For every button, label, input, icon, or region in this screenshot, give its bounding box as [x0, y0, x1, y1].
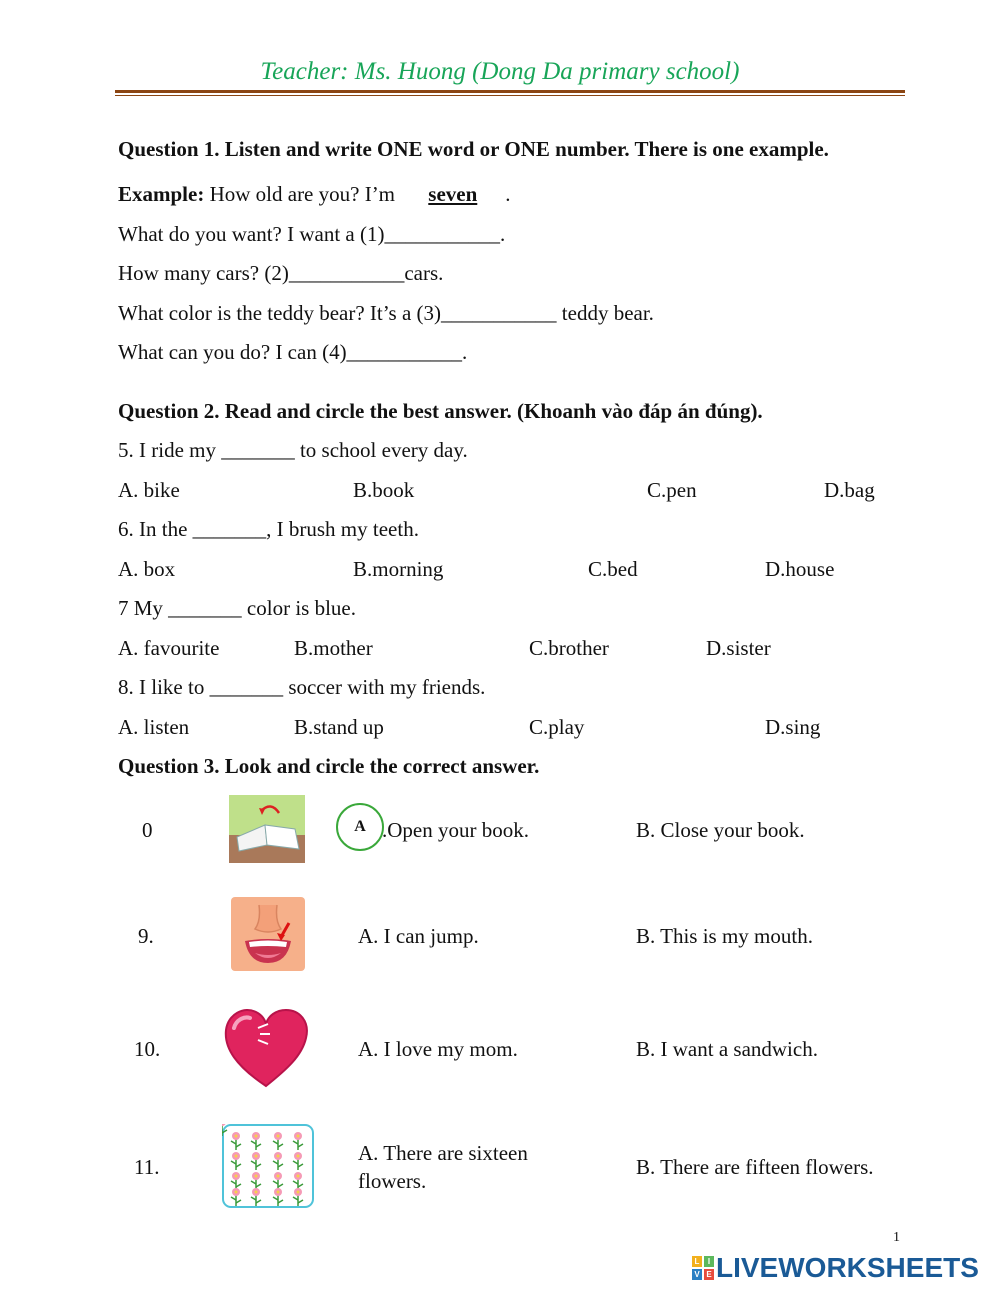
q3-row-11-option-b[interactable]: B. There are fifteen flowers.: [636, 1155, 874, 1179]
q3-row-0-option-a[interactable]: .Open your book.: [382, 818, 529, 842]
q2-6-option-c[interactable]: C.bed: [588, 557, 638, 581]
q3-row-11-option-a-line2[interactable]: flowers.: [358, 1169, 427, 1193]
q1-line-3[interactable]: What color is the teddy bear? It’s a (3)___________ teddy bear.: [118, 301, 654, 325]
logo-letter-l: L: [692, 1256, 702, 1267]
header-rule-thin: [115, 95, 905, 96]
q3-row-0-circled-answer[interactable]: A: [336, 803, 384, 851]
q2-5-option-d[interactable]: D.bag: [824, 478, 875, 502]
q2-8-option-c[interactable]: C.play: [529, 715, 585, 739]
logo-mark-icon: [692, 1256, 714, 1280]
q2-question-7: 7 My _______ color is blue.: [118, 596, 356, 620]
q2-7-option-a[interactable]: A. favourite: [118, 636, 220, 660]
q1-line-1[interactable]: What do you want? I want a (1)___________.: [118, 222, 506, 246]
logo-letter-v: V: [692, 1269, 702, 1280]
q1-title: Question 1. Listen and write ONE word or ONE number. There is one example.: [118, 137, 829, 161]
q3-title: Question 3. Look and circle the correct answer.: [118, 754, 540, 778]
q2-7-option-c[interactable]: C.brother: [529, 636, 609, 660]
q1-example-answer: seven: [428, 182, 478, 206]
q2-question-8: 8. I like to _______ soccer with my friends.: [118, 675, 486, 699]
q2-6-option-a[interactable]: A. box: [118, 557, 176, 581]
header-rule: [115, 90, 905, 93]
q2-6-option-d[interactable]: D.house: [765, 557, 835, 581]
liveworksheets-logo: [692, 1253, 979, 1283]
q3-row-11-option-a-line1[interactable]: A. There are sixteen: [358, 1141, 528, 1165]
q3-row-9-number: 9.: [138, 924, 154, 948]
flowers-image: [222, 1124, 314, 1208]
q2-7-option-b[interactable]: B.mother: [294, 636, 373, 660]
logo-letter-e: E: [704, 1269, 714, 1280]
logo-letter-i: I: [704, 1256, 714, 1267]
header-teacher: Teacher: Ms. Huong (Dong Da primary school): [260, 58, 740, 85]
q3-row-0-option-b[interactable]: B. Close your book.: [636, 818, 805, 842]
q3-row-10-option-a[interactable]: A. I love my mom.: [358, 1037, 518, 1061]
q1-example-text: How old are you? I’m: [204, 182, 401, 206]
q2-5-option-a[interactable]: A. bike: [118, 478, 180, 502]
q2-5-option-b[interactable]: B.book: [353, 478, 415, 502]
heart-image: [222, 1006, 310, 1088]
q3-row-10-option-b[interactable]: B. I want a sandwich.: [636, 1037, 818, 1061]
mouth-image: [231, 897, 305, 971]
logo-text: LIVEWORKSHEETS: [716, 1252, 979, 1283]
q1-line-2[interactable]: How many cars? (2)___________cars.: [118, 261, 444, 285]
q1-line-4[interactable]: What can you do? I can (4)___________.: [118, 340, 468, 364]
q1-example: [118, 182, 511, 207]
page-number: 1: [893, 1230, 900, 1245]
q2-question-6: 6. In the _______, I brush my teeth.: [118, 517, 419, 541]
open-book-image: [229, 795, 305, 863]
q3-row-0-number: 0: [142, 818, 153, 842]
q2-title: Question 2. Read and circle the best answer. (Khoanh vào đáp án đúng).: [118, 399, 763, 423]
q2-8-option-a[interactable]: A. listen: [118, 715, 190, 739]
q2-7-option-d[interactable]: D.sister: [706, 636, 771, 660]
q1-example-label: Example:: [118, 182, 205, 206]
q2-8-option-d[interactable]: D.sing: [765, 715, 821, 739]
q3-row-11-number: 11.: [134, 1155, 160, 1179]
q3-row-9-option-b[interactable]: B. This is my mouth.: [636, 924, 813, 948]
q1-example-end: .: [505, 182, 511, 206]
q3-row-10-number: 10.: [134, 1037, 161, 1061]
q2-8-option-b[interactable]: B.stand up: [294, 715, 384, 739]
q2-question-5: 5. I ride my _______ to school every day.: [118, 438, 468, 462]
q2-5-option-c[interactable]: C.pen: [647, 478, 697, 502]
q3-row-9-option-a[interactable]: A. I can jump.: [358, 924, 479, 948]
q2-6-option-b[interactable]: B.morning: [353, 557, 444, 581]
